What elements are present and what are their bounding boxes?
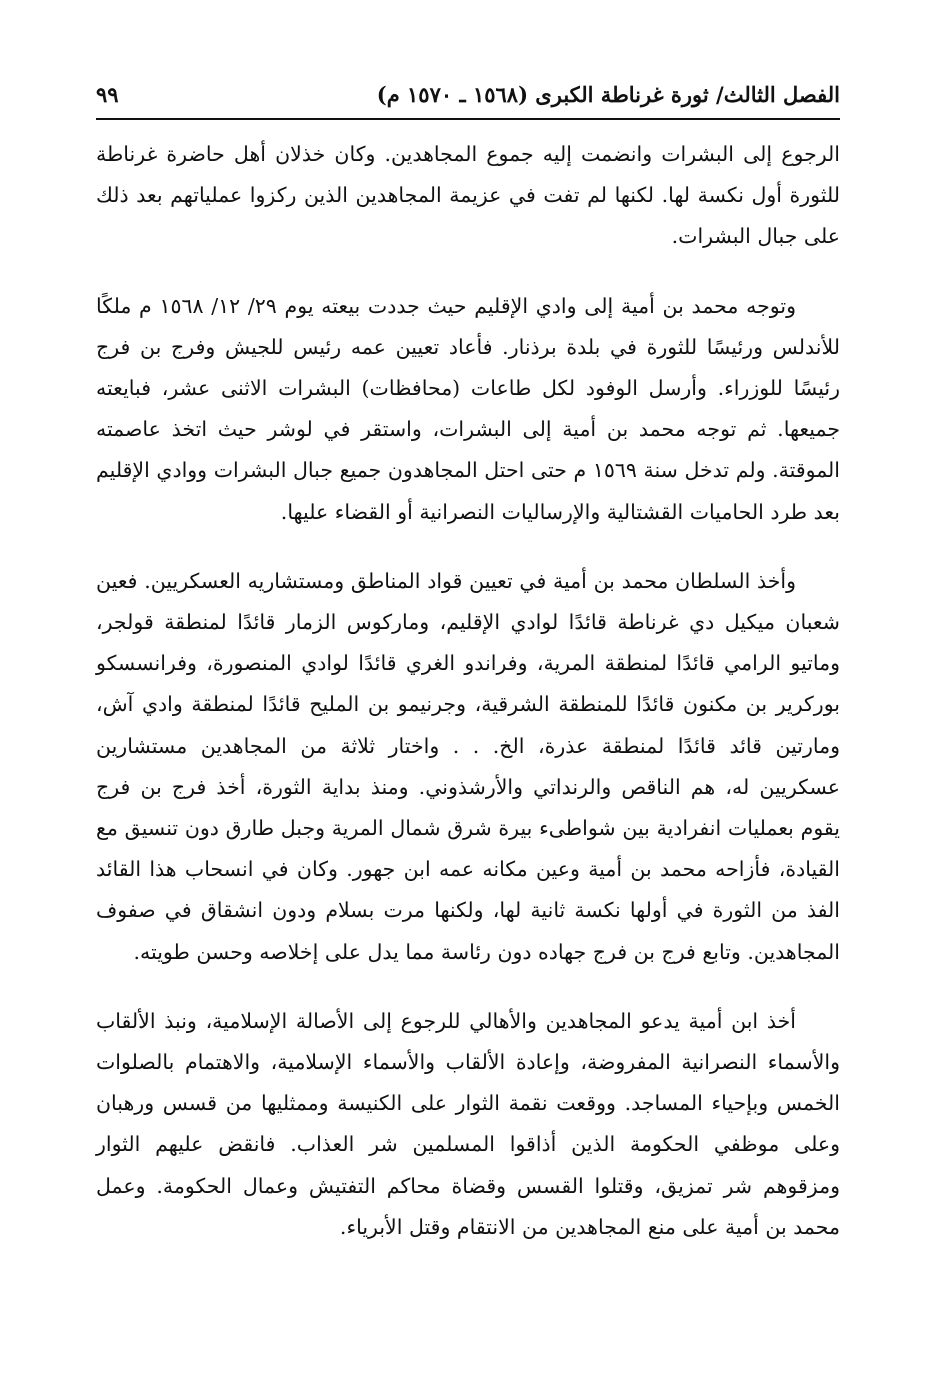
body-text bbox=[96, 134, 840, 1276]
header-rule bbox=[96, 118, 840, 120]
page-number: ٩٩ bbox=[96, 82, 119, 107]
paragraph: أخذ ابن أمية يدعو المجاهدين والأهالي للرجوع إلى الأصالة الإسلامية، ونبذ الألقاب والأسماء النصرانية المفروضة، وإعادة الألقاب والأسماء الإسلامية، والاهتمام بالصلوات الخمس وبإحياء المساجد. ووقعت نقمة الثوار على الكنيسة وممثليها من قسس ورهبان وعلى موظفي الحكومة الذين أذاقوا المسلمين شر العذاب. فانقض عليهم الثوار ومزقوهم شر تمزيق، وقتلوا القسس وقضاة محاكم التفتيش وعمال الحكومة. وعمل محمد بن أمية على منع المجاهدين من الانتقام وقتل الأبرياء. bbox=[96, 1008, 841, 1239]
paragraph-continuation: الرجوع إلى البشرات وانضمت إليه جموع المجاهدين. وكان خذلان أهل حاضرة غرناطة للثورة أول نكسة لها. لكنها لم تفت في عزيمة المجاهدين الذين ركزوا عملياتهم بعد ذلك على جبال البشرات. bbox=[96, 142, 840, 249]
paragraph: وتوجه محمد بن أمية إلى وادي الإقليم حيث جددت بيعته يوم ٢٩/ ١٢/ ١٥٦٨ م ملكًا للأندلس ورئيسًا للثورة في بلدة برذنار. فأعاد تعيين عمه رئيس للجيش وفرج بن فرج رئيسًا للوزراء. وأرسل الوفود لكل طاعات (محافظات) البشرات الاثنى عشر، فبايعته جميعها. ثم توجه محمد بن أمية إلى البشرات، واستقر في لوشر حيث اتخذ عاصمته الموقتة. ولم تدخل سنة ١٥٦٩ م حتى احتل المجاهدون جميع جبال البشرات ووادي الإقليم بعد طرد الحاميات القشتالية والإرساليات النصرانية أو القضاء عليها. bbox=[96, 293, 840, 524]
running-title: الفصل الثالث/ ثورة غرناطة الكبرى (١٥٦٨ ـ ١٥٧٠ م) bbox=[376, 82, 840, 107]
paragraph: وأخذ السلطان محمد بن أمية في تعيين قواد المناطق ومستشاريه العسكريين. فعين شعبان ميكيل دي غرناطة قائدًا لوادي الإقليم، وماركوس الزمار قائدًا لمنطقة قولجر، وماتيو الرامي قائدًا لمنطقة المرية، وفراندو الغري قائدًا لوادي المنصورة، وفرانسسكو بوركرير بن مكنون قائدًا للمنطقة الشرقية، وجرنيمو بن المليح قائدًا لمنطقة وادي آش، ومارتين قائد قائدًا لمنطقة عذرة، الخ. . . واختار ثلاثة من المجاهدين مستشارين عسكريين له، هم الناقص والرنداتي والأرشذوني. ومنذ بداية الثورة، أخذ فرج بن فرج يقوم بعمليات انفرادية بين شواطىء بيرة شرق شمال المرية وجبل طارق دون تنسيق مع القيادة، فأزاحه محمد بن أمية وعين مكانه عمه ابن جهور. وكان في انسحاب هذا القائد الفذ من الثورة في أولها نكسة ثانية لها، ولكنها مرت بسلام ودون انشقاق في صفوف المجاهدين. وتابع فرج بن فرج جهاده دون رئاسة مما يدل على إخلاصه وحسن طويته. bbox=[96, 568, 840, 964]
page-header bbox=[96, 78, 840, 118]
